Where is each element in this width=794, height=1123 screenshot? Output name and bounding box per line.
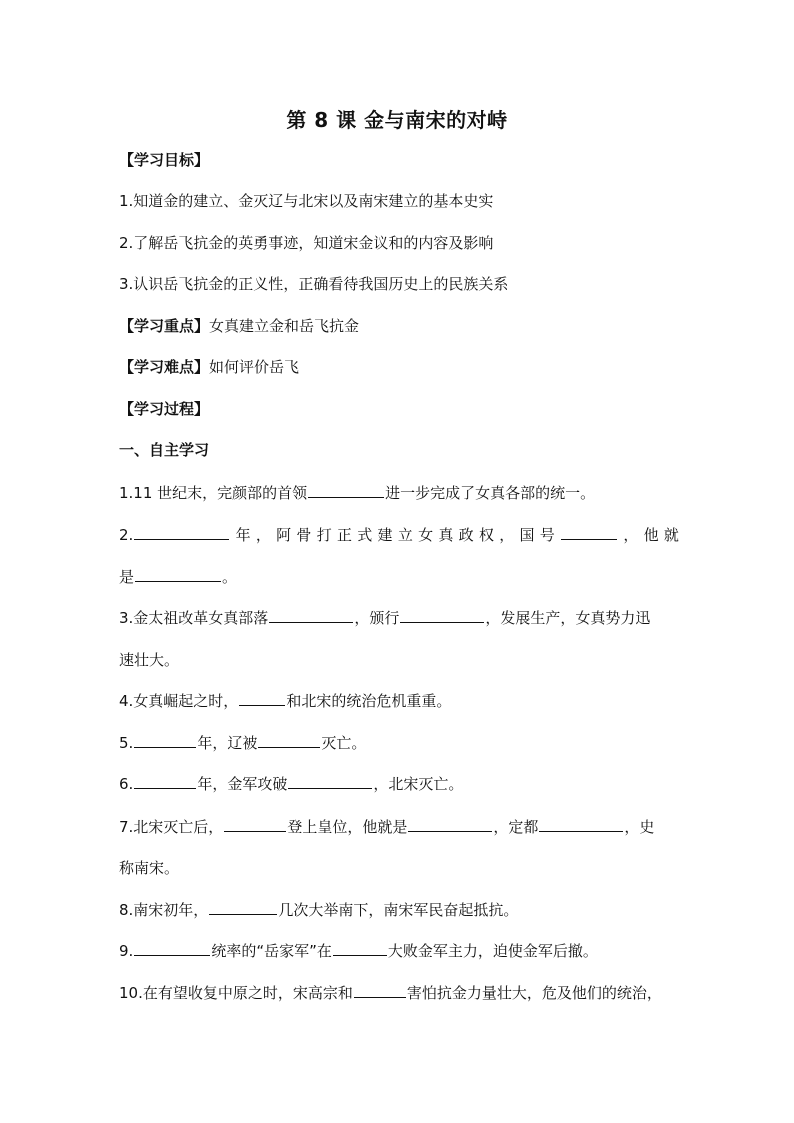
key-point-label: 【学习重点】 — [119, 317, 210, 335]
question-3 — [119, 608, 679, 628]
question-4-text-b: 和北宋的统治危机重重。 — [286, 692, 452, 710]
question-1-text-a: 1.11 世纪末，完颜部的首领 — [119, 484, 308, 502]
answer-blank-2a[interactable] — [134, 525, 229, 540]
question-1-text-b: 进一步完成了女真各部的统一。 — [385, 484, 596, 502]
q2-char: 女 — [418, 526, 434, 544]
goal-item-2: 2.了解岳飞抗金的英勇事迹，知道宋金议和的内容及影响 — [119, 234, 494, 252]
answer-blank-9a[interactable] — [134, 941, 210, 956]
answer-blank-5b[interactable] — [258, 733, 320, 748]
q2-char: 年 — [235, 526, 251, 544]
answer-blank-6b[interactable] — [288, 774, 372, 789]
q2-char: 就 — [663, 526, 679, 544]
q2-char: 国 — [519, 526, 535, 544]
question-5-text-b: 年，辽被 — [197, 734, 258, 752]
question-7-text-c: ，定都 — [493, 818, 539, 836]
question-8-text-b: 几次大举南下，南宋军民奋起抵抗。 — [278, 901, 519, 919]
answer-blank-5a[interactable] — [134, 733, 196, 748]
answer-blank-7a[interactable] — [224, 817, 286, 832]
question-6-text-b: 年，金军攻破 — [197, 775, 288, 793]
answer-blank-2b[interactable] — [561, 525, 617, 540]
q2-char: 正 — [336, 526, 352, 544]
question-5-text-c: 灭亡。 — [321, 734, 367, 752]
section1-heading: 一、自主学习 — [119, 441, 210, 459]
q2-char: ， — [623, 526, 639, 544]
question-7-text-a: 7.北宋灭亡后， — [119, 818, 224, 836]
question-5-text-a: 5. — [119, 734, 134, 752]
q2-char: ， — [255, 526, 271, 544]
answer-blank-4[interactable] — [239, 691, 285, 706]
question-3-text-b: ，颁行 — [354, 609, 400, 627]
q2-char: 政 — [458, 526, 474, 544]
question-7 — [119, 817, 679, 837]
question-3-text-a: 3.金太祖改革女真部落 — [119, 609, 269, 627]
q2-char: 号 — [539, 526, 555, 544]
question-2-text-f: 。 — [222, 568, 238, 586]
question-1 — [119, 483, 679, 503]
answer-blank-7b[interactable] — [408, 817, 492, 832]
answer-blank-3b[interactable] — [400, 608, 484, 623]
question-7-text-d: ，史 — [624, 818, 655, 836]
q2-char: 他 — [643, 526, 659, 544]
question-8 — [119, 900, 679, 920]
answer-blank-7c[interactable] — [539, 817, 623, 832]
question-9-text-a: 9. — [119, 942, 134, 960]
q2-char: 式 — [357, 526, 373, 544]
question-6-text-a: 6. — [119, 775, 134, 793]
question-2 — [119, 525, 679, 545]
question-7-cont: 称南宋。 — [119, 859, 180, 877]
question-10-text-b: 害怕抗金力量壮大，危及他们的统治， — [406, 984, 662, 1002]
question-2-num-line — [119, 525, 230, 545]
question-3-cont: 速壮大。 — [119, 651, 180, 669]
question-9-text-c: 大败金军主力，迫使金军后撤。 — [387, 942, 598, 960]
answer-blank-9b[interactable] — [333, 941, 387, 956]
q2-char: 阿 — [276, 526, 292, 544]
question-5 — [119, 733, 679, 753]
question-3-text-c: ，发展生产，女真势力迅 — [485, 609, 651, 627]
answer-blank-1[interactable] — [308, 483, 384, 498]
answer-blank-6a[interactable] — [134, 774, 196, 789]
question-7-text-b: 登上皇位，他就是 — [287, 818, 408, 836]
question-10 — [119, 983, 679, 1003]
question-9 — [119, 941, 679, 961]
question-4-text-a: 4.女真崛起之时， — [119, 692, 239, 710]
goals-heading: 【学习目标】 — [119, 151, 210, 169]
q2-char: 权 — [478, 526, 494, 544]
difficulty-label: 【学习难点】 — [119, 358, 210, 376]
difficulty-text: 如何评价岳飞 — [209, 358, 300, 376]
q2-char: 立 — [397, 526, 413, 544]
q2-char: 打 — [316, 526, 332, 544]
q2-char: ， — [499, 526, 515, 544]
question-8-text-a: 8.南宋初年， — [119, 901, 209, 919]
answer-blank-8[interactable] — [209, 900, 277, 915]
question-2-text-e: 是 — [119, 568, 135, 586]
goal-item-3: 3.认识岳飞抗金的正义性，正确看待我国历史上的民族关系 — [119, 275, 509, 293]
key-point-line — [119, 316, 679, 336]
answer-blank-3a[interactable] — [269, 608, 353, 623]
answer-blank-10[interactable] — [354, 983, 406, 998]
page-title: 第 8 课 金与南宋的对峙 — [286, 108, 508, 132]
question-10-text-a: 10.在有望收复中原之时，宋高宗和 — [119, 984, 353, 1002]
difficulty-line — [119, 357, 679, 377]
question-2-cont — [119, 567, 679, 587]
key-point-text: 女真建立金和岳飞抗金 — [209, 317, 360, 335]
goal-item-1: 1.知道金的建立、金灭辽与北宋以及南宋建立的基本史实 — [119, 192, 494, 210]
q2-char: 建 — [377, 526, 393, 544]
question-9-text-b: 统率的“岳家军”在 — [211, 942, 332, 960]
question-4 — [119, 691, 679, 711]
question-6 — [119, 774, 679, 794]
answer-blank-2c[interactable] — [135, 567, 221, 582]
process-heading: 【学习过程】 — [119, 400, 210, 418]
q2-char: 真 — [438, 526, 454, 544]
question-2-num: 2. — [119, 526, 134, 544]
q2-char: 骨 — [296, 526, 312, 544]
question-6-text-c: ，北宋灭亡。 — [373, 775, 464, 793]
